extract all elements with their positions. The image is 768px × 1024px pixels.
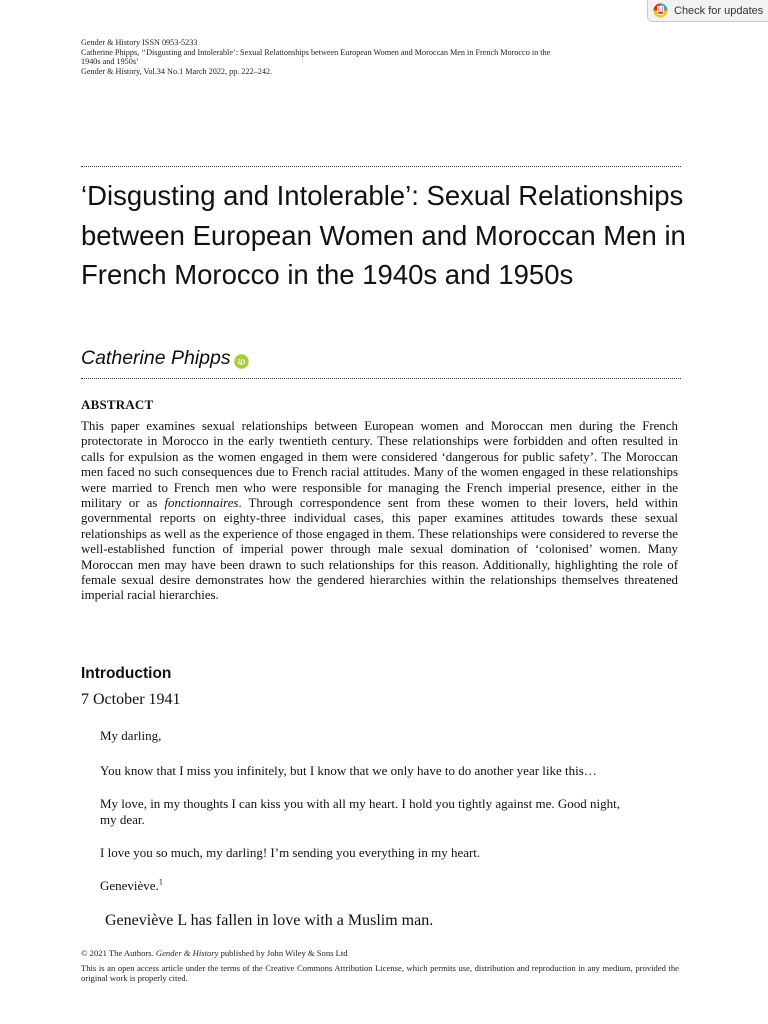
orcid-icon-text: iD [237, 357, 245, 367]
citation-header [81, 38, 679, 76]
journal-issn: Gender & History ISSN 0953-5233 [81, 38, 198, 47]
abstract-heading: ABSTRACT [81, 397, 154, 412]
author-name: Catherine Phipps [81, 346, 231, 369]
abstract-text [81, 419, 678, 604]
check-for-updates-button[interactable] [647, 0, 768, 22]
copyright-prefix: © 2021 The Authors. [81, 948, 156, 958]
crossmark-icon [653, 3, 668, 18]
letter-salutation: My darling, [100, 728, 162, 743]
abstract-italic-term: fonctionnaires [164, 496, 239, 511]
abstract-text-part-2: . Through correspondence sent from these women to their lovers, held within governmental reports on eighty-three individual cases, this paper examines attitudes towards these sexual relationships as well as the experience of those engaged in them. These relationships were considered to reverse the well-established function of imperial power through male sexual domination of ‘colonised’ women. Many Moroccan men may have been drawn to such relationships for this reason. Additionally, highlighting the role of female sexual desire demonstrates how the gendered hierarchies within the relationships themselves threatened imperial racial hierarchies. [81, 496, 678, 603]
footnote-reference[interactable]: 1 [158, 877, 163, 887]
letter-date: 7 October 1941 [81, 691, 181, 708]
journal-volume: Gender & History, Vol.34 No.1 March 2022, pp. 222–242. [81, 66, 273, 76]
letter-paragraph-line: my dear. [100, 811, 145, 827]
article-title: ‘Disgusting and Intolerable’: Sexual Relationships between European Women and Moroccan Men in French Morocco in the 1940s and 1950s [81, 180, 686, 290]
copyright-suffix: published by John Wiley & Sons Ltd [218, 948, 348, 958]
body-paragraph: Geneviève L has fallen in love with a Muslim man. [105, 912, 434, 929]
letter-signature [100, 878, 680, 894]
letter-paragraph-line: My love, in my thoughts I can kiss you with all my heart. I hold you tightly against me. Good night, [100, 796, 620, 811]
journal-name: Gender & History [155, 948, 219, 958]
section-heading-introduction: Introduction [81, 665, 172, 682]
copyright-notice [81, 948, 679, 958]
letter-paragraph [100, 796, 680, 827]
letter-paragraph: You know that I miss you infinitely, but I know that we only have to do another year like this… [100, 763, 597, 778]
check-for-updates-label: Check for updates [674, 4, 764, 17]
abstract-text-part-1: This paper examines sexual relationships between European women and Moroccan men during the French protectorate in Morocco in the early twentieth century. These relationships were forbidden and often resulted in calls for expulsion as the women engaged in them were considered ‘dangerous for public safety’. The Moroccan men faced no such consequences due to French racial attitudes. Many of the women engaged in these relationships were married to French men who were responsible for managing the French imperial presence, either in the military or as [81, 419, 678, 511]
orcid-icon[interactable] [234, 352, 249, 367]
page-footer [81, 948, 679, 984]
citation-line-2: 1940s and 1950s’ [81, 57, 139, 67]
signature-name: Geneviève. [100, 878, 159, 893]
license-notice: This is an open access article under the terms of the Creative Commons Attribution License, which permits use, distribution and reproduction in any medium, provided the original work is properly cited. [81, 963, 679, 984]
letter-paragraph: I love you so much, my darling! I’m sending you everything in my heart. [100, 845, 481, 860]
bottom-dotted-rule [81, 378, 681, 379]
top-dotted-rule [81, 166, 681, 167]
author-line [81, 345, 249, 371]
citation-line-1: Catherine Phipps, ‘‘Disgusting and Intolerable’: Sexual Relationships between European Women and Moroccan Men in French Morocco in the [81, 47, 551, 57]
